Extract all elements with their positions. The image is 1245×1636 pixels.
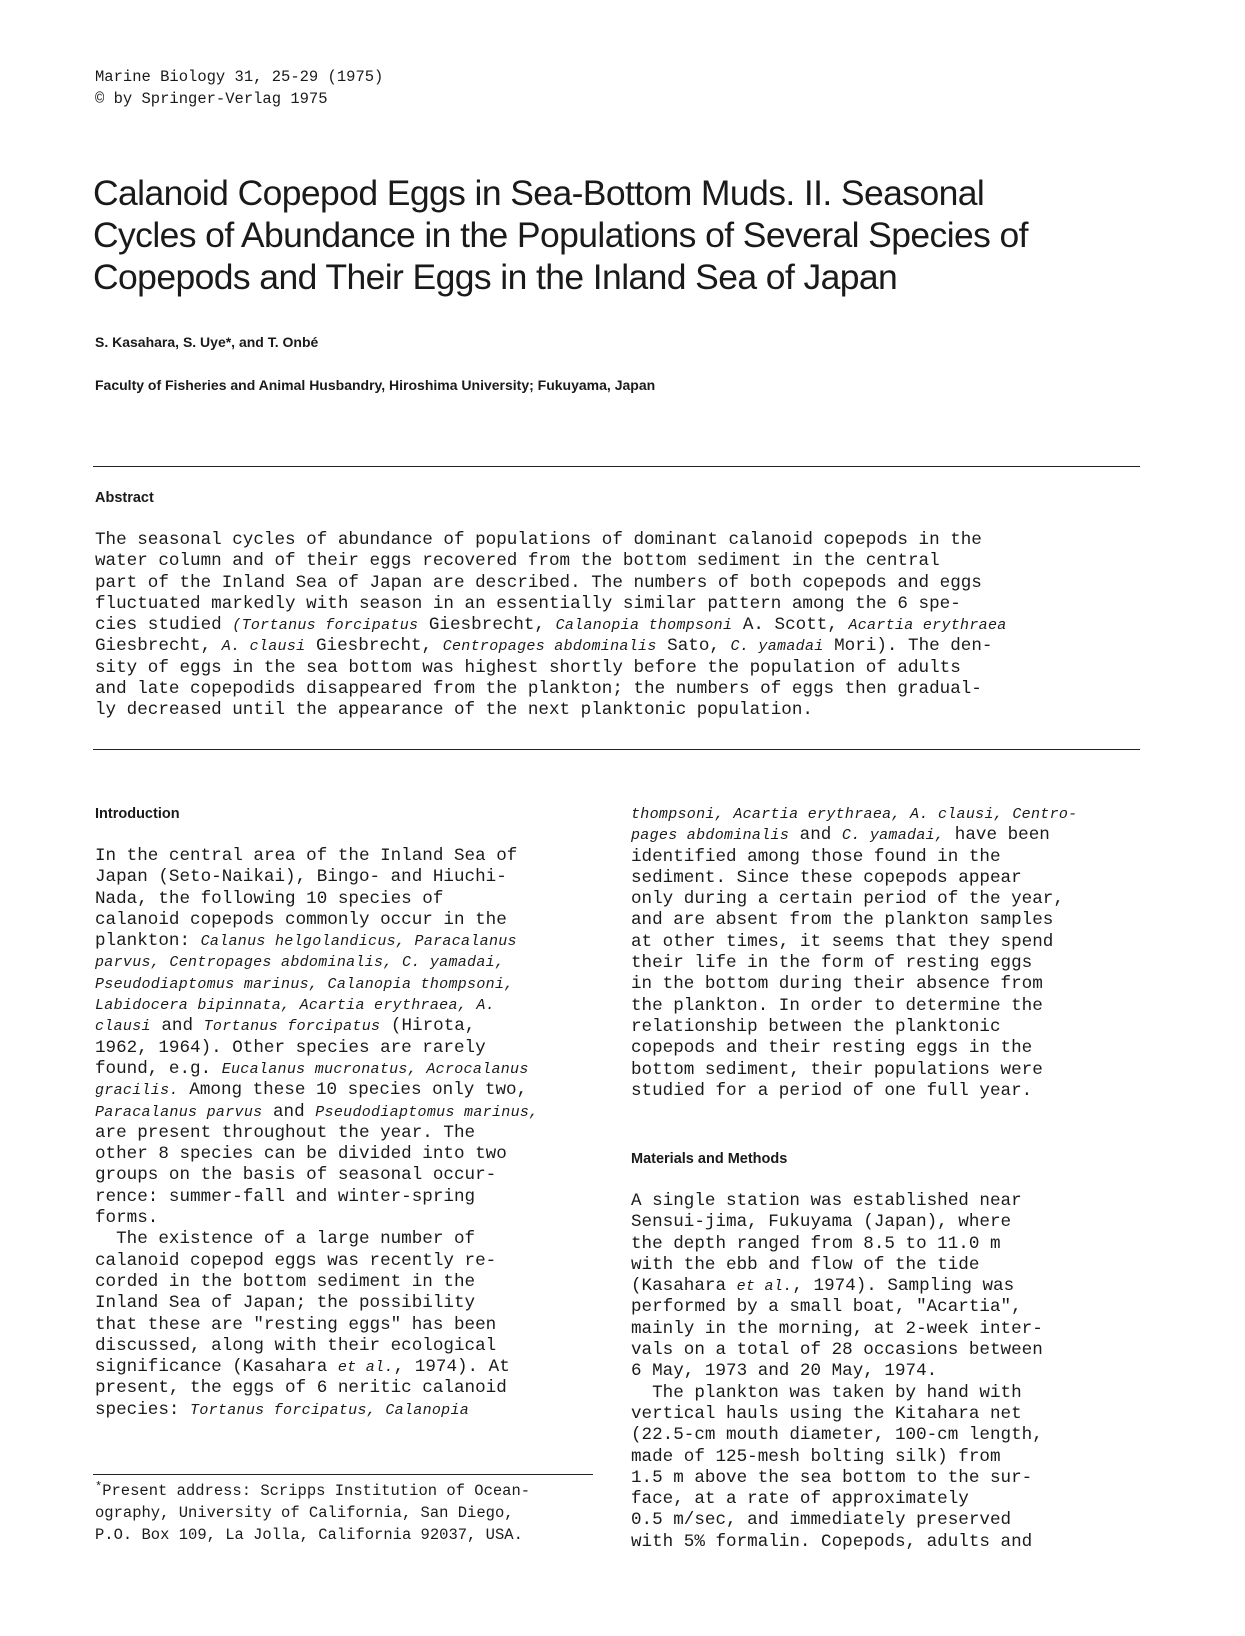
text-run: , 1974). At — [393, 1357, 510, 1378]
species-name: (Tortanus forcipatus — [232, 617, 419, 635]
text-run: significance (Kasahara — [95, 1357, 338, 1378]
abstract-bottom-rule — [93, 749, 1140, 750]
authors: S. Kasahara, S. Uye*, and T. Onbé — [95, 334, 319, 350]
text-line: Labidocera bipinnata, Acartia erythraea, A. — [95, 997, 495, 1015]
title-line-1: Calanoid Copepod Eggs in Sea-Bottom Muds. II. Seasonal — [93, 173, 985, 213]
text-line — [631, 825, 1151, 846]
species-name: A. clausi — [221, 638, 306, 656]
text-line: groups on the basis of seasonal occur- — [95, 1165, 497, 1186]
text-line: 0.5 m/sec, and immediately preserved — [631, 1510, 1012, 1531]
text-line: 1962, 1964). Other species are rarely — [95, 1037, 486, 1058]
abstract-heading: Abstract — [95, 490, 154, 506]
text-line: studied for a period of one full year. — [631, 1080, 1033, 1101]
text-line — [95, 1102, 615, 1123]
text-line: Pseudodiaptomus marinus, Calanopia thompsoni, — [95, 975, 514, 993]
text-line: made of 125-mesh bolting silk) from — [631, 1446, 1001, 1467]
text-line: bottom sediment, their populations were — [631, 1059, 1043, 1080]
methods-body — [631, 1191, 1151, 1553]
text-line: discussed, along with their ecological — [95, 1335, 497, 1356]
text-run: species: — [95, 1399, 191, 1420]
text-run: and — [262, 1101, 316, 1122]
text-run: (Kasahara — [631, 1276, 737, 1297]
title-line-3: Copepods and Their Eggs in the Inland Sea of Japan — [93, 257, 898, 297]
text-line: rence: summer-fall and winter-spring — [95, 1186, 476, 1207]
text-line: the depth ranged from 8.5 to 11.0 m — [631, 1233, 1001, 1254]
introduction-heading: Introduction — [95, 806, 180, 822]
text-run: and — [150, 1016, 204, 1037]
footnote-marker: * — [95, 1480, 103, 1494]
species-name: Acartia erythraea — [848, 617, 1007, 635]
text-line: Sensui-jima, Fukuyama (Japan), where — [631, 1212, 1012, 1233]
text-line: A single station was established near — [631, 1191, 1022, 1211]
text-line — [95, 931, 615, 952]
footnote — [95, 1480, 615, 1546]
species-name: gracilis. — [95, 1082, 179, 1100]
abstract-line: ly decreased until the appearance of the next planktonic population. — [95, 700, 813, 721]
text-run: have been — [944, 825, 1050, 846]
text-line: with 5% formalin. Copepods, adults and — [631, 1531, 1033, 1552]
species-name: clausi — [95, 1018, 151, 1036]
text-run: found, e.g. — [95, 1058, 222, 1079]
abstract-line — [95, 636, 1180, 657]
species-name: pages abdominalis — [631, 827, 790, 845]
species-name: Centropages abdominalis — [442, 638, 657, 656]
text-line: vals on a total of 28 occasions between — [631, 1340, 1043, 1361]
abstract-line: The seasonal cycles of abundance of populations of dominant calanoid copepods in the — [95, 530, 982, 550]
text-run: and — [789, 825, 842, 846]
species-name: Calanopia thompsoni — [555, 617, 733, 635]
text-line: are present throughout the year. The — [95, 1122, 476, 1143]
text-run: A. Scott, — [732, 615, 849, 636]
text-line: other 8 species can be divided into two — [95, 1144, 507, 1165]
text-line: corded in the bottom sediment in the — [95, 1271, 476, 1292]
text-line: forms. — [95, 1208, 159, 1229]
text-run: Mori). The den- — [823, 636, 993, 657]
text-line: thompsoni, Acartia erythraea, A. clausi, Centro- — [631, 806, 1078, 823]
affiliation: Faculty of Fisheries and Animal Husbandry, Hiroshima University; Fukuyama, Japan — [95, 377, 656, 393]
text-line: Inland Sea of Japan; the possibility — [95, 1293, 476, 1314]
text-line: present, the eggs of 6 neritic calanoid — [95, 1378, 507, 1399]
text-run: Giesbrecht, — [418, 615, 556, 636]
text-line: performed by a small boat, "Acartia", — [631, 1297, 1022, 1318]
text-line: in the bottom during their absence from — [631, 974, 1043, 995]
latin-abbrev: et al. — [736, 1278, 793, 1296]
text-line: identified among those found in the — [631, 846, 1001, 867]
introduction-continued — [631, 804, 1151, 1102]
text-line — [631, 1276, 1151, 1297]
abstract-line — [95, 615, 1180, 636]
journal-citation — [95, 66, 383, 110]
text-line: mainly in the morning, at 2-week inter- — [631, 1318, 1043, 1339]
text-line: at other times, it seems that they spend — [631, 931, 1054, 952]
text-line: calanoid copepod eggs was recently re- — [95, 1250, 497, 1271]
abstract-line: part of the Inland Sea of Japan are described. The numbers of both copepods and eggs — [95, 572, 982, 593]
text-line: and are absent from the plankton samples — [631, 910, 1054, 931]
paper-title — [93, 172, 1093, 298]
text-line: that these are "resting eggs" has been — [95, 1314, 497, 1335]
text-line: with the ebb and flow of the tide — [631, 1254, 980, 1275]
abstract-line: and late copepodids disappeared from the plankton; the numbers of eggs then gradual- — [95, 679, 982, 700]
text-line — [95, 1357, 615, 1378]
text-line — [95, 1080, 615, 1101]
text-line: In the central area of the Inland Sea of — [95, 846, 518, 866]
text-line — [95, 1400, 615, 1421]
methods-heading: Materials and Methods — [631, 1151, 788, 1167]
text-line: calanoid copepods commonly occur in the — [95, 909, 507, 930]
text-line: vertical hauls using the Kitahara net — [631, 1403, 1022, 1424]
text-run: (Hirota, — [380, 1016, 476, 1037]
text-line: Japan (Seto-Naikai), Bingo- and Hiuchi- — [95, 867, 507, 888]
abstract-line: sity of eggs in the sea bottom was highest shortly before the population of adults — [95, 657, 961, 678]
footnote-line — [95, 1480, 615, 1502]
species-name: Tortanus forcipatus, Calanopia — [190, 1401, 470, 1419]
text-line: only during a certain period of the year, — [631, 889, 1064, 910]
species-name: C. yamadai, — [841, 827, 945, 845]
abstract-line: fluctuated markedly with season in an essentially similar pattern among the 6 spe- — [95, 593, 961, 614]
text-line: 6 May, 1973 and 20 May, 1974. — [631, 1361, 938, 1382]
text-run: Giesbrecht, — [95, 636, 222, 657]
species-name: Calanus helgolandicus, Paracalanus — [200, 933, 517, 951]
abstract-body — [95, 530, 1180, 722]
text-line: The plankton was taken by hand with — [631, 1382, 1022, 1403]
text-line: copepods and their resting eggs in the — [631, 1038, 1033, 1059]
text-line: 1.5 m above the sea bottom to the sur- — [631, 1467, 1033, 1488]
introduction-body — [95, 846, 615, 1421]
text-line: Nada, the following 10 species of — [95, 888, 444, 909]
species-name: C. yamadai — [730, 638, 824, 656]
text-run: plankton: — [95, 931, 201, 952]
species-name: Tortanus forcipatus — [203, 1018, 381, 1036]
text-run: Present address: Scripps Institution of Ocean- — [102, 1482, 531, 1500]
text-run: Among these 10 species only two, — [178, 1080, 528, 1101]
text-line — [95, 1016, 615, 1037]
text-line: parvus, Centropages abdominalis, C. yamadai, — [95, 954, 505, 972]
copyright-line: © by Springer-Verlag 1975 — [95, 90, 328, 108]
text-run: cies studied — [95, 615, 233, 636]
latin-abbrev: et al. — [337, 1359, 394, 1377]
species-name: Pseudodiaptomus marinus, — [315, 1103, 539, 1121]
text-run: , 1974). Sampling was — [792, 1276, 1015, 1297]
text-line: relationship between the planktonic — [631, 1016, 1001, 1037]
text-run: Giesbrecht, — [305, 636, 443, 657]
species-name: Eucalanus mucronatus, Acrocalanus — [221, 1060, 529, 1078]
species-name: Paracalanus parvus — [95, 1103, 263, 1121]
footnote-line: ography, University of California, San Diego, — [95, 1504, 514, 1522]
text-line — [95, 1059, 615, 1080]
text-run: Sato, — [656, 636, 731, 657]
text-line: sediment. Since these copepods appear — [631, 867, 1022, 888]
text-line: face, at a rate of approximately — [631, 1489, 969, 1510]
abstract-line: water column and of their eggs recovered from the bottom sediment in the central — [95, 551, 940, 572]
text-line: the plankton. In order to determine the — [631, 995, 1043, 1016]
text-line: their life in the form of resting eggs — [631, 953, 1033, 974]
journal-line: Marine Biology 31, 25-29 (1975) — [95, 68, 384, 86]
text-line: (22.5-cm mouth diameter, 100-cm length, — [631, 1425, 1043, 1446]
abstract-top-rule — [93, 466, 1140, 467]
text-line: The existence of a large number of — [95, 1229, 476, 1250]
footnote-rule — [93, 1474, 593, 1475]
footnote-line: P.O. Box 109, La Jolla, California 92037, USA. — [95, 1526, 523, 1544]
title-line-2: Cycles of Abundance in the Populations of Several Species of — [93, 215, 1028, 255]
